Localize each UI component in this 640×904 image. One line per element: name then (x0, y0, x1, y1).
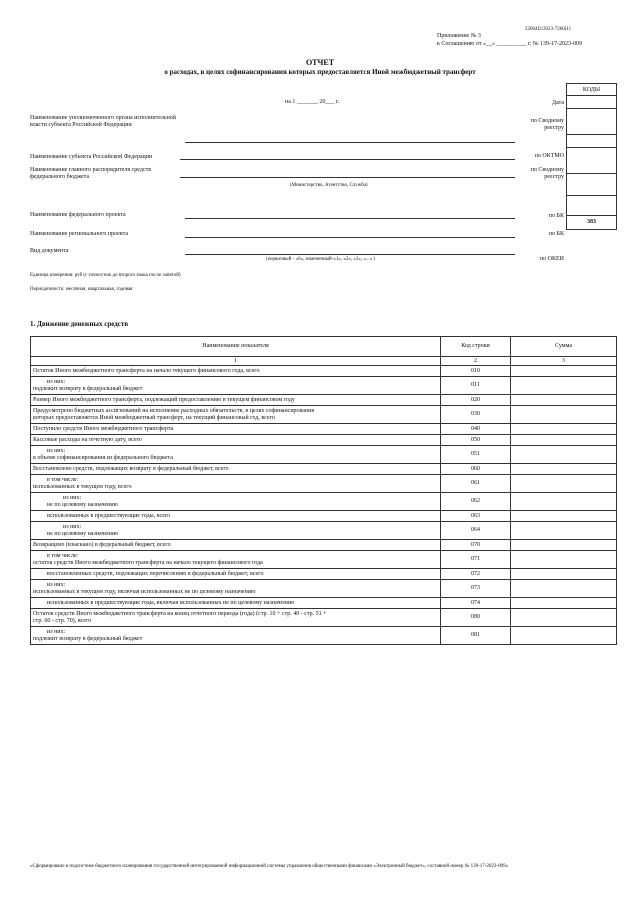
table-row (31, 464, 617, 475)
codes-header: КОДЫ (567, 84, 616, 96)
label-svodny-reestr: по Сводному реестру (530, 118, 564, 131)
label-okei: по ОКЕИ (539, 256, 564, 262)
label-regional-project: Наименование регионального проекта (30, 231, 129, 237)
row-indicator (31, 551, 441, 569)
row-label: в том числе: (47, 553, 79, 559)
ministry-hint: (Министерство, Агентство, Служба) (290, 183, 368, 188)
units-of-measure: Единица измерения: руб (с точностью до второго знака после запятой) (30, 273, 181, 278)
row-label-detail: остаток средств Иного межбюджетного трансферта на начало текущего финансового года (33, 559, 263, 566)
label-bk-2: по БК (548, 231, 564, 237)
row-code: 072 (441, 569, 511, 580)
table-row (31, 377, 617, 395)
main-manager-field-line[interactable] (180, 177, 515, 178)
row-code: 080 (441, 609, 511, 627)
table-row (31, 609, 617, 627)
annex-number: Приложение № 3 (437, 33, 481, 39)
row-amount-cell[interactable] (511, 598, 617, 609)
row-label: из них: (47, 582, 66, 588)
row-indicator (31, 475, 441, 493)
federal-project-field-line[interactable] (185, 218, 515, 219)
row-code: 040 (441, 424, 511, 435)
row-amount-cell[interactable] (511, 377, 617, 395)
table-row (31, 395, 617, 406)
label-federal-project: Наименование федерального проекта (30, 212, 126, 218)
row-label-detail: стр. 60 - стр. 70), всего (33, 617, 92, 624)
row-indicator (31, 598, 441, 609)
row-amount-cell[interactable] (511, 424, 617, 435)
label-bk-1: по БК (548, 213, 564, 219)
row-amount-cell[interactable] (511, 522, 617, 540)
row-amount-cell[interactable] (511, 609, 617, 627)
label-organ: Наименование уполномоченного органа исполнительной власти субъекта Российской Федерации (30, 115, 177, 128)
row-code: 081 (441, 627, 511, 645)
row-label-detail: использованных в текущем году, включая использованных не по целевому назначению (33, 588, 256, 595)
report-subtitle: о расходах, в целях софинансирования которых предоставляется Иной межбюджетный трансферт (164, 68, 476, 76)
row-code: 010 (441, 366, 511, 377)
row-amount-cell[interactable] (511, 493, 617, 511)
row-code: 061 (441, 475, 511, 493)
table-row (31, 446, 617, 464)
section-title: 1. Движение денежных средств (30, 320, 129, 328)
row-indicator (31, 395, 441, 406)
row-amount-cell[interactable] (511, 540, 617, 551)
row-indicator (31, 424, 441, 435)
row-amount-cell[interactable] (511, 395, 617, 406)
row-amount-cell[interactable] (511, 627, 617, 645)
row-indicator (31, 540, 441, 551)
row-indicator (31, 627, 441, 645)
row-indicator (31, 522, 441, 540)
row-code: 030 (441, 406, 511, 424)
table-row (31, 627, 617, 645)
header-indicator: Наименование показателя (31, 337, 441, 357)
table-row (31, 424, 617, 435)
row-label: Поступило средств Иного межбюджетного трансферта (33, 425, 174, 432)
footer-note: «Сформировано в подсистеме бюджетного планирования государственной интегрированной информационной системы управления общественными финансами «Электронный бюджет», составной номер № 139-17-2023-009» (30, 864, 509, 869)
row-amount-cell[interactable] (511, 464, 617, 475)
code-cell-bk-1[interactable] (567, 174, 616, 196)
row-amount-cell[interactable] (511, 511, 617, 522)
row-amount-cell[interactable] (511, 580, 617, 598)
row-code: 071 (441, 551, 511, 569)
regional-project-field-line[interactable] (185, 237, 515, 238)
label-main-manager: Наименование главного распорядителя средств федерального бюджета (30, 167, 152, 180)
table-row (31, 540, 617, 551)
subject-field-line[interactable] (180, 159, 515, 160)
document-type-field-line[interactable] (185, 254, 515, 255)
row-amount-cell[interactable] (511, 435, 617, 446)
row-indicator (31, 511, 441, 522)
periodicity: Периодичность: месячная, квартальная, годовая (30, 287, 133, 292)
row-label: Кассовые расходы на отчетную дату, всего (33, 436, 142, 443)
row-label: Остаток средств Иного межбюджетного трансферта на конец отчетного периода (года) (стр. 10 + стр. 40 - стр. 51 + (33, 611, 327, 617)
row-label: из них: (47, 379, 66, 385)
row-code: 073 (441, 580, 511, 598)
label-svodny-reestr-2: по Сводному реестру (530, 167, 564, 180)
row-label-detail: не по целевому назначению (47, 501, 119, 508)
row-code: 062 (441, 493, 511, 511)
row-indicator (31, 464, 441, 475)
header-col-number-3: 3 (511, 357, 617, 366)
table-row (31, 475, 617, 493)
label-subject: Наименование субъекта Российской Федерации (30, 154, 153, 160)
document-type-hint: (первичный - «0», измененный-«1», «2», «3», «...» ) (266, 257, 376, 262)
row-amount-cell[interactable] (511, 475, 617, 493)
row-code: 011 (441, 377, 511, 395)
code-cell-oktmo[interactable] (567, 135, 616, 148)
row-label-detail: которых предоставляется Иной межбюджетный трансферт, на текущий финансовый год, всего (33, 414, 275, 421)
row-label: Остаток Иного межбюджетного трансферта на начало текущего финансового года, всего (33, 367, 260, 374)
row-label-detail: не по целевому назначению (47, 530, 119, 537)
row-label: из них: (63, 524, 82, 530)
codes-box (566, 83, 617, 230)
code-cell-bk-2[interactable] (567, 196, 616, 216)
row-indicator (31, 446, 441, 464)
row-indicator (31, 406, 441, 424)
row-amount-cell[interactable] (511, 406, 617, 424)
table-row (31, 493, 617, 511)
table-row (31, 580, 617, 598)
row-code: 020 (441, 395, 511, 406)
row-indicator (31, 435, 441, 446)
row-label-detail: подлежит возврату в федеральный бюджет (33, 385, 143, 392)
row-amount-cell[interactable] (511, 551, 617, 569)
row-code: 064 (441, 522, 511, 540)
row-amount-cell[interactable] (511, 569, 617, 580)
row-amount-cell[interactable] (511, 366, 617, 377)
row-indicator (31, 366, 441, 377)
agreement-reference: к Соглашению от «__» __________ г. № 139-17-2023-009 (437, 41, 582, 47)
row-amount-cell[interactable] (511, 446, 617, 464)
row-code: 050 (441, 435, 511, 446)
header-col-number-1: 1 (31, 357, 441, 366)
row-label-detail: подлежит возврату в федеральный бюджет (33, 635, 143, 642)
header-col-number-2: 2 (441, 357, 511, 366)
table-row (31, 569, 617, 580)
code-cell-okei: 383 (587, 219, 596, 225)
table-row (31, 435, 617, 446)
row-label: Восстановлено средств, подлежащих возврату в федеральный бюджет, всего (33, 465, 229, 472)
report-title: ОТЧЕТ (305, 58, 335, 67)
row-code: 051 (441, 446, 511, 464)
row-code: 060 (441, 464, 511, 475)
row-label: Возвращено (взыскано) в федеральный бюджет, всего (33, 541, 171, 548)
row-label-detail: в объеме софинансирования из федерального бюджета (33, 454, 173, 461)
row-label: использованных в предшествующие годы, включая использованных не по целевому назначению (47, 599, 295, 606)
table-row (31, 406, 617, 424)
table-row (31, 522, 617, 540)
report-date-line: на 1 _______ 20___ г. (285, 99, 340, 105)
row-label: в том числе: (47, 477, 79, 483)
row-label: из них: (47, 629, 66, 635)
table-row (31, 551, 617, 569)
row-code: 074 (441, 598, 511, 609)
label-oktmo: по ОКТМО (534, 153, 564, 159)
table-row (31, 598, 617, 609)
row-code: 070 (441, 540, 511, 551)
row-label: использованных в предшествующие годы, всего (47, 512, 171, 519)
row-indicator (31, 609, 441, 627)
document-code: 22604I2/2023-7260(1) (525, 27, 571, 32)
row-label-detail: использованных в текущем году, всего (33, 483, 132, 490)
header-line-code: Код строки (441, 337, 511, 357)
row-indicator (31, 569, 441, 580)
row-code: 063 (441, 511, 511, 522)
header-amount: Сумма (511, 337, 617, 357)
row-label: Предусмотрено бюджетных ассигнований на исполнение расходных обязательств, в целях софинансирования (33, 408, 315, 414)
label-date: Дата (552, 100, 564, 106)
row-label: восстановленных средств, подлежащих перечислению в федеральный бюджет, всего (47, 570, 264, 577)
organ-field-line[interactable] (185, 142, 515, 143)
table-row (31, 511, 617, 522)
row-indicator (31, 377, 441, 395)
row-indicator (31, 580, 441, 598)
row-label: из них: (63, 495, 82, 501)
code-cell-date[interactable] (567, 96, 616, 109)
row-label: из них: (47, 448, 66, 454)
code-cell-svodny-2[interactable] (567, 148, 616, 174)
row-indicator (31, 493, 441, 511)
table-row (31, 366, 617, 377)
cash-flow-table (30, 336, 617, 645)
row-label: Размер Иного межбюджетного трансферта, подлежащий предоставлению в текущем финансовом году (33, 396, 295, 403)
label-document-type: Вид документа (30, 248, 69, 254)
code-cell-svodny[interactable] (567, 109, 616, 135)
